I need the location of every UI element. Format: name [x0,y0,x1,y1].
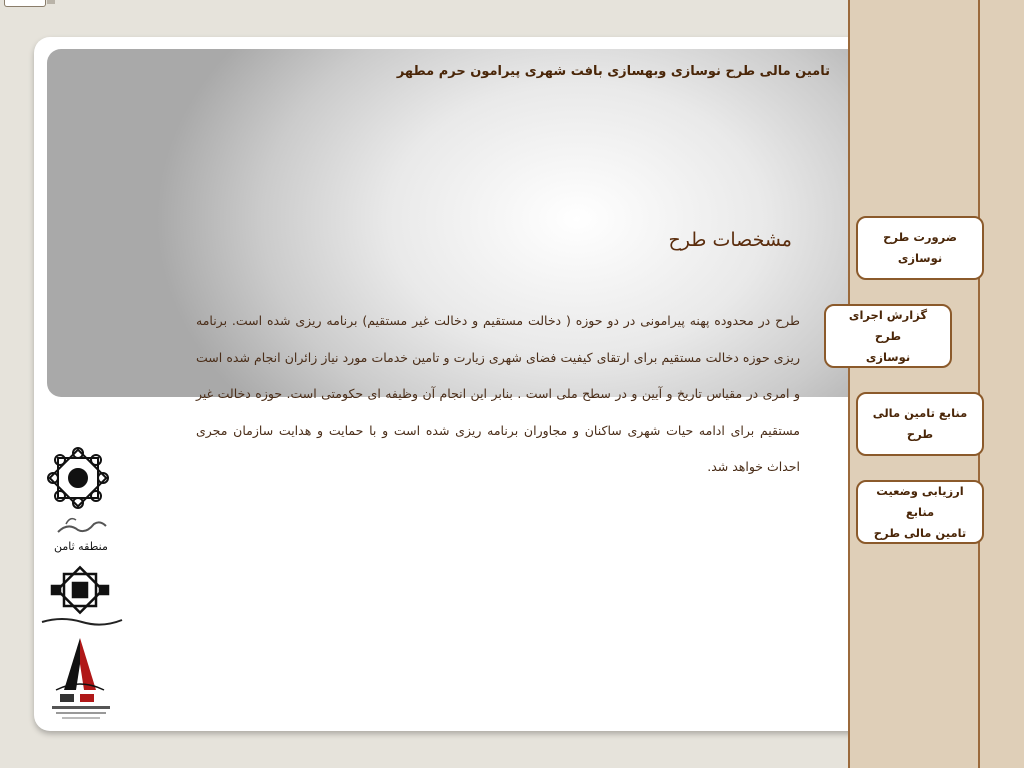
sidebar-panel [848,0,1024,768]
sidebar-item-funding-sources[interactable] [856,392,984,456]
sidebar-item-execution-report[interactable] [824,304,952,368]
page-title: تامین مالی طرح نوسازی وبهسازی بافت شهری پیرامون حرم مطهر [396,64,830,79]
body-paragraph: طرح در محدوده پهنه پیرامونی در دو حوزه ( دخالت مستقیم و دخالت غیر مستقیم) برنامه ریزی شده است. برنامه ریزی حوزه دخالت مستقیم برای ارتقای کیفیت فضای شهری زیارت و تامین خدمات مورد نیاز زائران انجام شده است و امری در مقیاس تاریخ و آیین و در سطح ملی است . بنابر این انجام آن وظیفه ای حکومتی است. حوزه دخالت غیر مستقیم برای ادامه حیات شهری ساکنان و مجاوران برنامه ریزی شده است و با حمایت و هدایت سازمان مجری احداث خواهد شد. [196,313,800,474]
section-title: مشخصات طرح [668,229,792,251]
sidebar-item-label: تامین مالی طرح [873,525,967,540]
sidebar-item-label: ارزیابی وضعیت منابع [876,483,964,519]
window-corner-icon[interactable] [4,0,46,7]
sidebar-item-label: گزارش اجرای طرح [848,307,928,343]
sidebar-item-label: منابع تامین مالی طرح [872,406,968,441]
sidebar-item-label: نوسازی [897,251,943,265]
engineering-company-logo [36,634,126,726]
sidebar-item-label: نوسازی [865,349,911,364]
logo-caption: منطقه ثامن [54,540,108,553]
omran-samen-logo [36,560,126,630]
sidebar-item-funding-evaluation[interactable] [856,480,984,544]
logo-column [36,444,126,724]
shahrdari-mashhad-logo [36,444,126,540]
sidebar-item-necessity[interactable] [856,216,984,280]
sidebar-item-label: ضرورت طرح [883,230,957,244]
